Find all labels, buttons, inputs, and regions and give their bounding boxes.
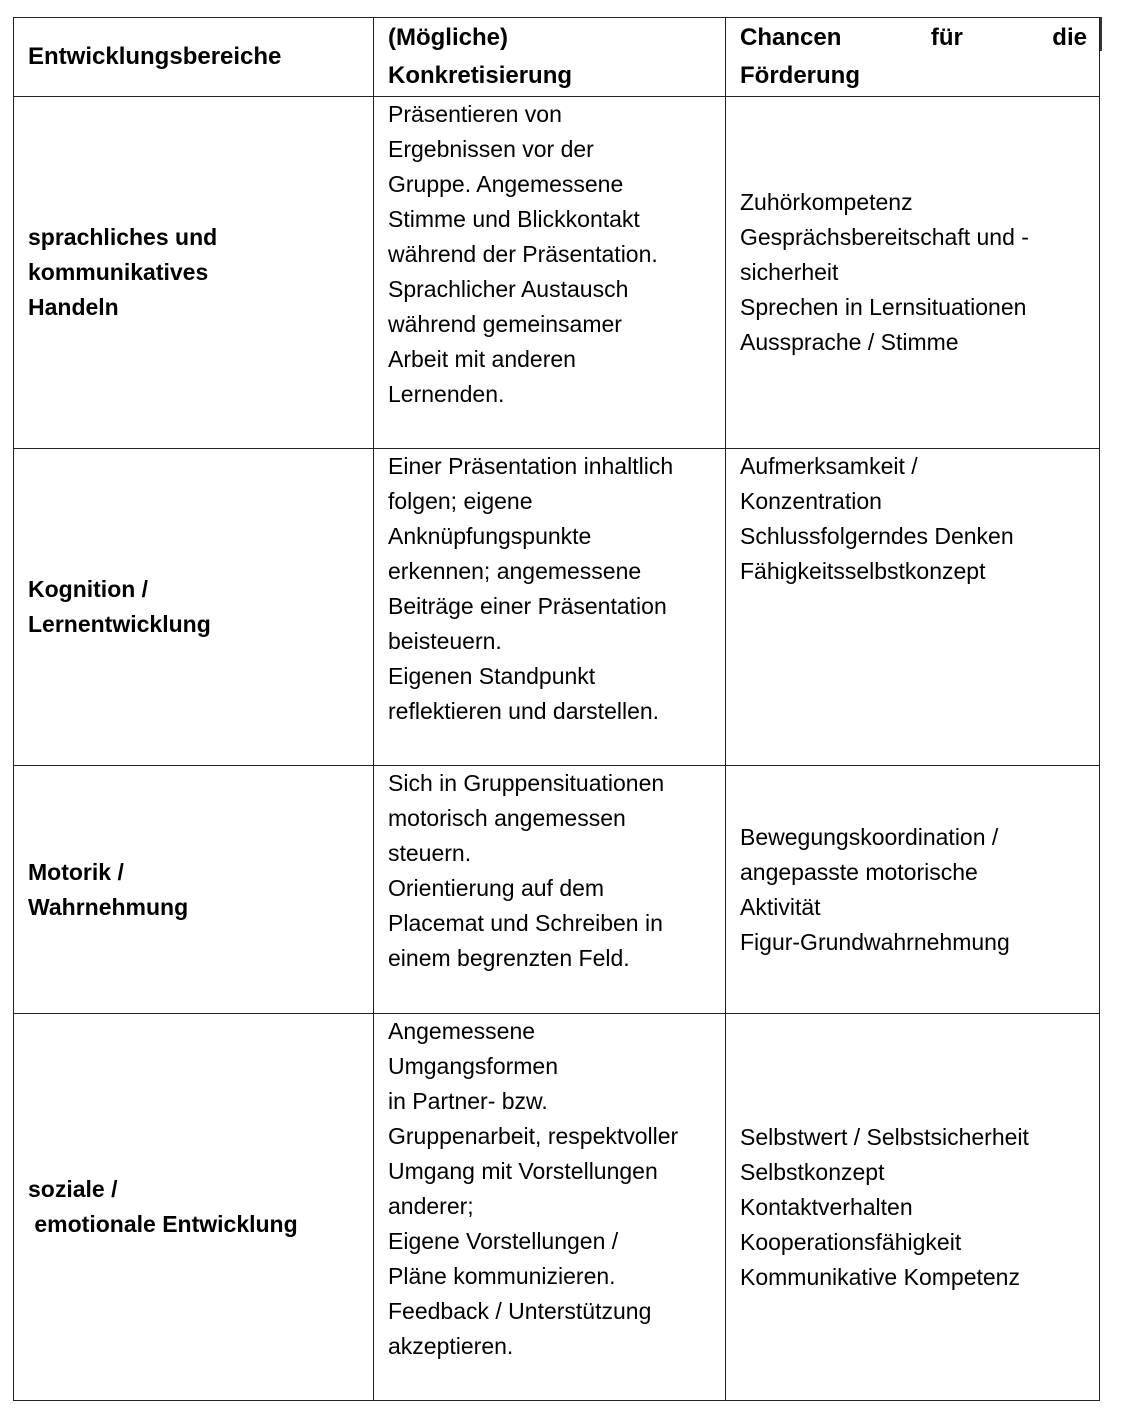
text-line: Selbstwert / Selbstsicherheit <box>740 1123 1029 1150</box>
concretization-cell <box>374 97 726 449</box>
text-line: Arbeit mit anderen <box>388 346 576 372</box>
text-line: folgen; eigene <box>388 488 533 514</box>
header-konkretisierung <box>374 18 726 97</box>
text-line: beisteuern. <box>388 628 502 654</box>
text-line: angepasste motorische <box>740 858 978 885</box>
text-line: Stimme und Blickkontakt <box>388 206 640 232</box>
text-line: Pläne kommunizieren. <box>388 1263 616 1289</box>
word: für <box>930 24 963 51</box>
text-line: Anknüpfungspunkte <box>388 523 592 549</box>
text-line: reflektieren und darstellen. <box>388 698 660 724</box>
table-row <box>14 1014 1100 1401</box>
text-line: Sprechen in Lernsituationen <box>740 294 1027 320</box>
text-line: Kommunikative Kompetenz <box>740 1263 1020 1290</box>
text-line: Entwicklungsbereiche <box>28 43 282 70</box>
text-line: Schlussfolgerndes Denken <box>740 523 1014 549</box>
concretization-cell <box>374 766 726 1014</box>
text-line: Placemat und Schreiben in <box>388 910 663 936</box>
text-line: Umgangsformen <box>388 1053 559 1079</box>
text-line: Eigenen Standpunkt <box>388 663 596 689</box>
table-row <box>14 766 1100 1014</box>
text-line: Fähigkeitsselbstkonzept <box>740 558 986 584</box>
text-line: während gemeinsamer <box>388 311 622 337</box>
text-line: Gesprächsbereitschaft und - <box>740 224 1029 250</box>
header-entwicklungsbereiche <box>14 18 374 97</box>
text-line: akzeptieren. <box>388 1333 514 1359</box>
text-line: Bewegungskoordination / <box>740 823 999 850</box>
word: Chancen <box>740 24 842 51</box>
chances-cell <box>726 766 1100 1014</box>
text-line: sicherheit <box>740 259 839 285</box>
text-line: Aktivität <box>740 893 821 920</box>
text-line: Gruppe. Angemessene <box>388 171 624 197</box>
text-line: motorisch angemessen <box>388 805 626 831</box>
text-line: Handeln <box>28 294 119 320</box>
text-line: Kognition / <box>28 576 149 602</box>
text-line: steuern. <box>388 840 472 866</box>
header-chancen <box>726 18 1100 97</box>
text-line: Gruppenarbeit, respektvoller <box>388 1123 679 1149</box>
text-line: kommunikatives <box>28 259 209 285</box>
text-line: erkennen; angemessene <box>388 558 642 584</box>
chances-cell <box>726 97 1100 449</box>
concretization-cell <box>374 1014 726 1401</box>
text-line: emotionale Entwicklung <box>28 1211 298 1237</box>
table-row <box>14 449 1100 766</box>
text-line: Konkretisierung <box>388 62 573 89</box>
text-line: einem begrenzten Feld. <box>388 945 630 971</box>
text-line: Wahrnehmung <box>28 893 189 920</box>
text-line: Orientierung auf dem <box>388 875 605 901</box>
table-header-row <box>14 18 1100 97</box>
text-line: Aussprache / Stimme <box>740 329 959 355</box>
text-line: in Partner- bzw. <box>388 1088 548 1114</box>
area-cell <box>14 449 374 766</box>
text-line: Ergebnissen vor der <box>388 136 594 162</box>
text-line: Kooperationsfähigkeit <box>740 1228 962 1255</box>
area-cell <box>14 97 374 449</box>
text-line: Figur-Grundwahrnehmung <box>740 928 1010 955</box>
text-line: Motorik / <box>28 858 124 885</box>
chances-cell <box>726 1014 1100 1401</box>
text-line: Förderung <box>740 62 860 89</box>
chances-cell <box>726 449 1100 766</box>
text-line: Einer Präsentation inhaltlich <box>388 453 674 479</box>
text-line: Selbstkonzept <box>740 1158 885 1185</box>
text-line: Kontaktverhalten <box>740 1193 913 1220</box>
area-cell <box>14 766 374 1014</box>
text-line: Umgang mit Vorstellungen <box>388 1158 658 1184</box>
text-line: Feedback / Unterstützung <box>388 1298 652 1324</box>
text-line: Sprachlicher Austausch <box>388 276 629 302</box>
text-line <box>740 19 1087 57</box>
text-line: (Mögliche) <box>388 24 508 51</box>
text-line: Eigene Vorstellungen / <box>388 1228 619 1254</box>
text-line: Angemessene <box>388 1018 536 1044</box>
text-line: Zuhörkompetenz <box>740 189 913 215</box>
word: die <box>1052 24 1087 51</box>
stray-border-line <box>1100 17 1102 51</box>
text-line: während der Präsentation. <box>388 241 658 267</box>
area-cell <box>14 1014 374 1401</box>
text-line: Sich in Gruppensituationen <box>388 770 665 796</box>
text-line: sprachliches und <box>28 224 218 250</box>
text-line: soziale / <box>28 1176 118 1202</box>
table-row <box>14 97 1100 449</box>
concretization-cell <box>374 449 726 766</box>
text-line: Lernentwicklung <box>28 611 211 637</box>
text-line: anderer; <box>388 1193 474 1219</box>
text-line: Konzentration <box>740 488 882 514</box>
text-line: Aufmerksamkeit / <box>740 453 918 479</box>
text-line: Präsentieren von <box>388 101 562 127</box>
text-line: Lernenden. <box>388 381 505 407</box>
development-table <box>13 17 1100 1401</box>
text-line: Beiträge einer Präsentation <box>388 593 667 619</box>
